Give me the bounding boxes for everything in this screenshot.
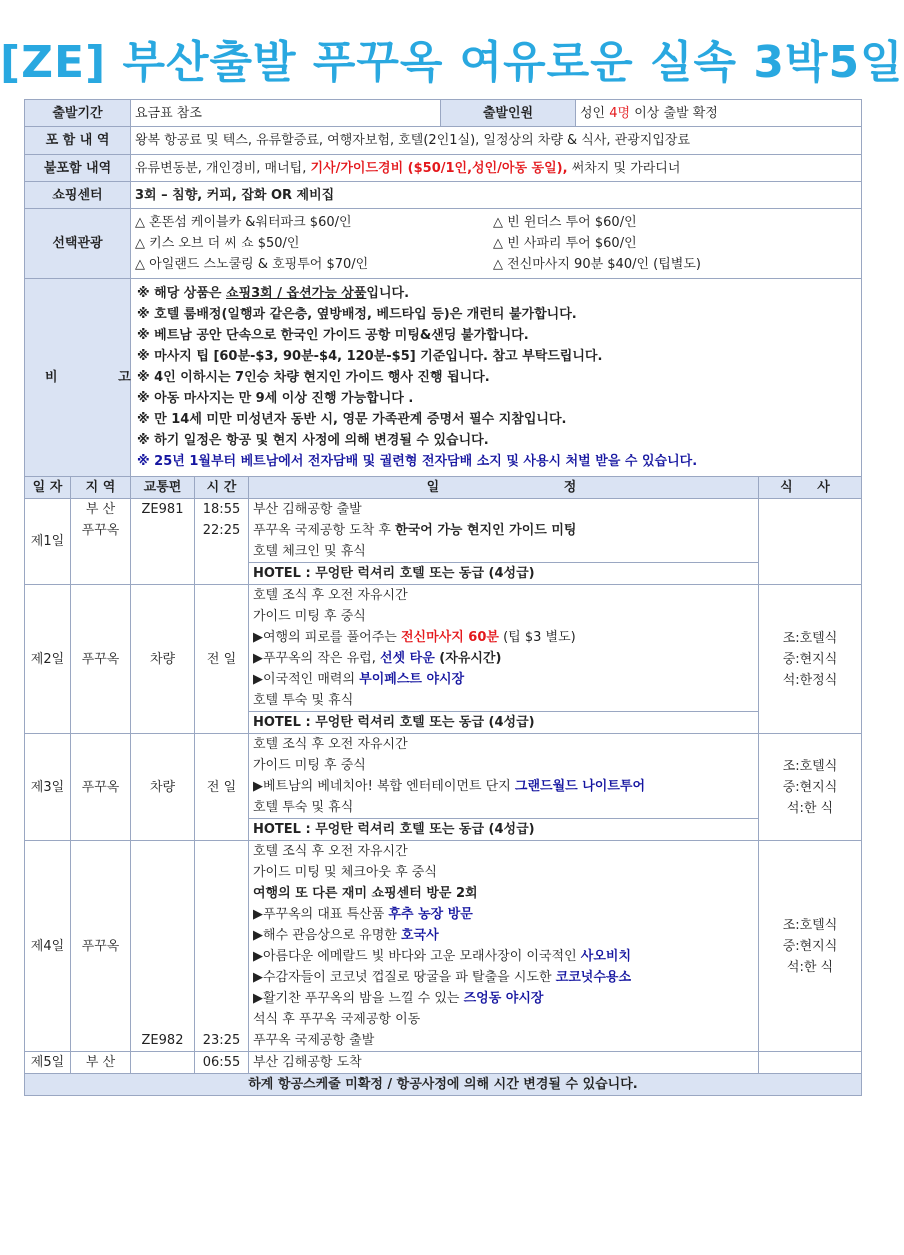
option-item: △ 전신마사지 90분 $40/인 (팁별도) xyxy=(493,257,701,272)
remark-label: 비 고 xyxy=(25,279,131,477)
day-label: 제1일 xyxy=(25,499,71,585)
meals xyxy=(759,499,862,585)
remark-item: ※ 마사지 팁 [60분-$3, 90분-$4, 120분-$5] 기준입니다. 참고 부탁드립니다. xyxy=(137,349,603,364)
hotel-info: HOTEL : 무엉탄 럭셔리 호텔 또는 동급 (4성급) xyxy=(249,818,758,840)
region: 부 산 푸꾸옥 xyxy=(71,499,131,585)
day-row xyxy=(25,585,862,734)
day-row xyxy=(25,734,862,841)
header-time: 시 간 xyxy=(195,477,249,499)
header-region: 지 역 xyxy=(71,477,131,499)
region: 푸꾸옥 xyxy=(71,585,131,734)
exclude-label: 불포함 내역 xyxy=(25,155,131,182)
period-value: 요금표 참조 xyxy=(131,100,441,127)
hotel-info: HOTEL : 무엉탄 럭셔리 호텔 또는 동급 (4성급) xyxy=(249,562,758,584)
flight-number: ZE982 xyxy=(131,841,195,1052)
itinerary: 부산 김해공항 도착 xyxy=(249,1052,759,1074)
remark-item: ※ 아동 마사지는 만 9세 이상 진행 가능합니다 . xyxy=(137,391,414,406)
schedule-table xyxy=(24,476,862,1096)
option-item: △ 아일랜드 스노쿨링 & 호핑투어 $70/인 xyxy=(135,257,369,272)
remark-item: ※ 해당 상품은 쇼핑3회 / 옵션가능 상품입니다. xyxy=(137,286,410,301)
remark-item-warning: ※ 25년 1월부터 베트남에서 전자담배 및 궐련형 전자담배 소지 및 사용시 처벌 받을 수 있습니다. xyxy=(137,454,698,469)
people-label: 출발인원 xyxy=(441,100,576,127)
itinerary: 호텔 조식 후 오전 자유시간 가이드 미팅 후 중식 ▶여행의 피로를 풀어주는 전신마사지 60분 (팁 $3 별도) ▶푸꾸옥의 작은 유럽, 선셋 타운 (자유시간) ▶이국적인 매력의 부이페스트 야시장 호텔 투숙 및 휴식 HOTEL : 무엉탄 럭셔리 호텔 또는 동급 (4성급) xyxy=(249,585,759,734)
info-table xyxy=(24,99,862,477)
day-label: 제5일 xyxy=(25,1052,71,1074)
flight-number: ZE981 xyxy=(131,499,195,585)
header-day: 일 자 xyxy=(25,477,71,499)
day-label: 제4일 xyxy=(25,841,71,1052)
day-row xyxy=(25,1052,862,1074)
time: 전 일 xyxy=(195,585,249,734)
meals: 조:호텔식 중:현지식 석:한 식 xyxy=(759,734,862,841)
option-item: △ 빈 윈더스 투어 $60/인 xyxy=(493,215,637,230)
transport xyxy=(131,1052,195,1074)
page-title: [ZE] 부산출발 푸꾸옥 여유로운 실속 3박5일 xyxy=(0,37,904,88)
day-label: 제2일 xyxy=(25,585,71,734)
remark-item: ※ 만 14세 미만 미성년자 동반 시, 영문 가족관계 증명서 필수 지참입니다. xyxy=(137,412,567,427)
include-value: 왕복 항공료 및 텍스, 유류할증료, 여행자보험, 호텔(2인1실), 일정상의 차량 & 식사, 관광지입장료 xyxy=(131,127,862,155)
remark-item: ※ 호텔 룸배정(일행과 같은층, 옆방배정, 베드타입 등)은 개런티 불가합니다. xyxy=(137,307,577,322)
people-value: 성인 4명 이상 출발 확정 xyxy=(576,100,862,127)
region: 푸꾸옥 xyxy=(71,734,131,841)
footer-note: 하계 항공스케줄 미확정 / 항공사정에 의해 시간 변경될 수 있습니다. xyxy=(25,1074,862,1096)
meals xyxy=(759,1052,862,1074)
region: 부 산 xyxy=(71,1052,131,1074)
remark-item: ※ 베트남 공안 단속으로 한국인 가이드 공항 미팅&샌딩 불가합니다. xyxy=(137,328,529,343)
option-label: 선택관광 xyxy=(25,209,131,279)
shop-value: 3회 – 침향, 커피, 잡화 OR 제비집 xyxy=(131,182,862,209)
remarks xyxy=(131,279,862,477)
shop-label: 쇼핑센터 xyxy=(25,182,131,209)
exclude-value: 유류변동분, 개인경비, 매너팁, 기사/가이드경비 ($50/1인,성인/아동 동일), 써차지 및 가라디너 xyxy=(131,155,862,182)
option-item: △ 혼똔섬 케이블카 &워터파크 $60/인 xyxy=(135,215,352,230)
transport: 차량 xyxy=(131,734,195,841)
schedule-header-row xyxy=(25,477,862,499)
header-itinerary: 일 정 xyxy=(249,477,759,499)
day-row xyxy=(25,499,862,585)
transport: 차량 xyxy=(131,585,195,734)
option-item: △ 키스 오브 더 씨 쇼 $50/인 xyxy=(135,236,300,251)
region: 푸꾸옥 xyxy=(71,841,131,1052)
itinerary: 호텔 조식 후 오전 자유시간 가이드 미팅 및 체크아웃 후 중식 여행의 또 다른 재미 쇼핑센터 방문 2회 ▶푸꾸옥의 대표 특산품 후추 농장 방문 ▶해수 관음상으로 유명한 호국사 ▶아름다운 에메랄드 빛 바다와 고운 모래사장이 이국적인 사오비치 ▶수감자들이 코코넛 껍질로 땅굴을 파 탈출을 시도한 코코넛수용소 ▶활기찬 푸꾸옥의 밤을 느낄 수 있는 즈엉동 야시장 석식 후 푸꾸옥 국제공항 이동 푸꾸옥 국제공항 출발 xyxy=(249,841,759,1052)
remark-item: ※ 4인 이하시는 7인승 차량 현지인 가이드 행사 진행 됩니다. xyxy=(137,370,490,385)
include-label: 포 함 내 역 xyxy=(25,127,131,155)
header-meal: 식 사 xyxy=(759,477,862,499)
flight-time: 23:25 xyxy=(195,841,249,1052)
hotel-info: HOTEL : 무엉탄 럭셔리 호텔 또는 동급 (4성급) xyxy=(249,711,758,733)
itinerary: 호텔 조식 후 오전 자유시간 가이드 미팅 후 중식 ▶베트남의 베네치아! 복합 엔터테이먼트 단지 그랜드월드 나이트투어 호텔 투숙 및 휴식 HOTEL : 무엉탄 럭셔리 호텔 또는 동급 (4성급) xyxy=(249,734,759,841)
period-label: 출발기간 xyxy=(25,100,131,127)
time: 06:55 xyxy=(195,1052,249,1074)
header-transport: 교통편 xyxy=(131,477,195,499)
day-row xyxy=(25,841,862,1052)
meals: 조:호텔식 중:현지식 석:한 식 xyxy=(759,841,862,1052)
time: 전 일 xyxy=(195,734,249,841)
day-label: 제3일 xyxy=(25,734,71,841)
flight-times: 18:55 22:25 xyxy=(195,499,249,585)
remark-item: ※ 하기 일정은 항공 및 현지 사정에 의해 변경될 수 있습니다. xyxy=(137,433,489,448)
meals: 조:호텔식 중:현지식 석:한정식 xyxy=(759,585,862,734)
itinerary: 부산 김해공항 출발 푸꾸옥 국제공항 도착 후 한국어 가능 현지인 가이드 미팅 호텔 체크인 및 휴식 HOTEL : 무엉탄 럭셔리 호텔 또는 동급 (4성급) xyxy=(249,499,759,585)
option-item: △ 빈 사파리 투어 $60/인 xyxy=(493,236,637,251)
options-list xyxy=(131,209,862,279)
